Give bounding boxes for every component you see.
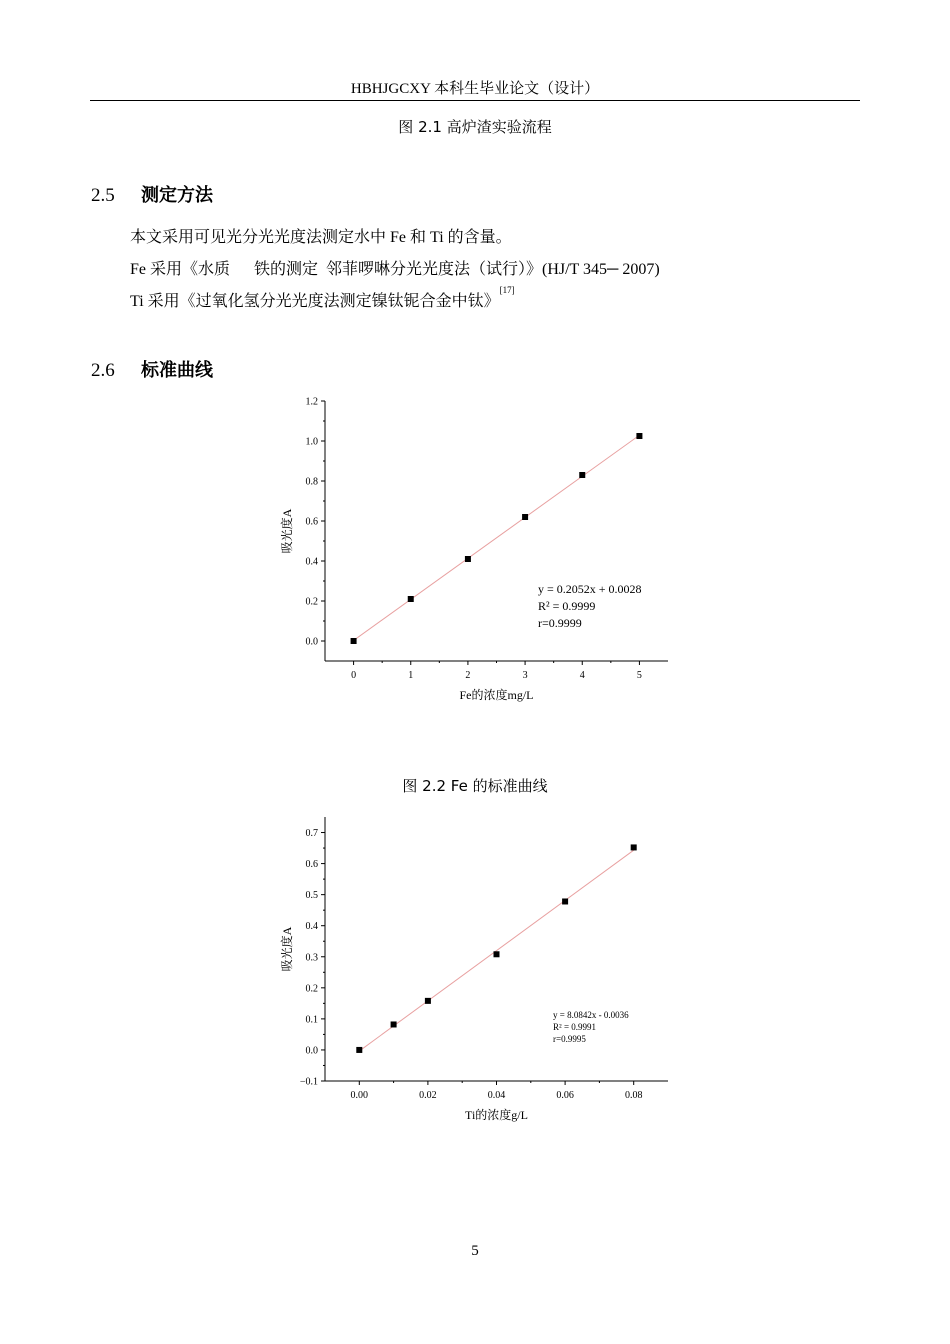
data-point	[356, 1047, 362, 1053]
paragraph-line: 本文采用可见光分光光度法测定水中 Fe 和 Ti 的含量。	[130, 229, 512, 246]
running-header: HBHJGCXY 本科生毕业论文（设计）	[350, 81, 600, 97]
figure-2-2-caption: 图 2.2 Fe 的标准曲线	[402, 777, 548, 795]
y-axis-label: 吸光度A	[280, 508, 294, 554]
regression-annotation: R² = 0.9999	[538, 599, 596, 613]
x-tick-label: 4	[579, 670, 585, 681]
data-point	[636, 433, 642, 439]
y-tick-label: −0.1	[299, 1076, 318, 1088]
y-tick-label: 0.7	[305, 828, 318, 840]
y-tick-label: 0.5	[305, 890, 318, 902]
regression-annotation: r=0.9999	[538, 616, 582, 630]
data-point	[562, 898, 568, 904]
data-point	[351, 638, 357, 644]
section-title: 标准曲线	[141, 360, 213, 381]
x-tick-label: 2	[465, 670, 471, 681]
x-tick-label: 0.00	[350, 1090, 369, 1101]
x-tick-label: 0.06	[556, 1090, 574, 1101]
y-tick-label: 0.8	[305, 476, 318, 488]
paragraph-line	[130, 285, 515, 311]
data-point	[465, 556, 471, 562]
regression-annotation: r=0.9995	[553, 1034, 586, 1044]
section-number: 2.6	[91, 360, 115, 381]
regression-annotation: y = 0.2052x + 0.0028	[538, 582, 642, 596]
header-rule	[90, 100, 860, 101]
data-point	[391, 1021, 397, 1027]
data-point	[522, 514, 528, 520]
fit-line	[359, 850, 633, 1051]
ti-standard-curve-chart	[270, 805, 690, 1140]
y-tick-label: 0.1	[305, 1014, 318, 1026]
page-number: 5	[471, 1243, 479, 1259]
x-tick-label: 0.08	[624, 1090, 643, 1101]
x-tick-label: 3	[522, 670, 528, 681]
y-tick-label: 0.4	[305, 921, 318, 933]
y-tick-label: 1.2	[305, 396, 318, 408]
figure-2-1-caption: 图 2.1 高炉渣实验流程	[398, 118, 552, 136]
section-number: 2.5	[91, 185, 115, 206]
y-tick-label: 0.0	[305, 636, 318, 648]
y-tick-label: 1.0	[305, 436, 318, 448]
y-tick-label: 0.2	[305, 596, 318, 608]
x-axis-label: Ti的浓度g/L	[465, 1108, 528, 1122]
y-tick-label: 0.6	[305, 516, 318, 528]
section-title: 测定方法	[141, 185, 213, 206]
x-tick-label: 1	[408, 670, 414, 681]
y-tick-label: 0.4	[305, 556, 318, 568]
paragraph-line: Fe 采用《水质 铁的测定 邻菲啰啉分光光度法（试行）》(HJ/T 345─ 2007)	[130, 261, 660, 278]
y-tick-label: 0.0	[305, 1045, 318, 1057]
regression-annotation: y = 8.0842x - 0.0036	[553, 1010, 629, 1020]
data-point	[425, 998, 431, 1004]
regression-annotation: R² = 0.9991	[553, 1022, 597, 1032]
y-axis-label: 吸光度A	[280, 926, 294, 972]
data-point	[408, 596, 414, 602]
fit-line	[354, 435, 640, 640]
citation-ref: [17]	[499, 285, 515, 295]
data-point	[631, 844, 637, 850]
y-tick-label: 0.6	[305, 859, 318, 871]
data-point	[494, 951, 500, 957]
section-2-5-heading	[91, 181, 213, 207]
x-tick-label: 5	[636, 670, 642, 681]
x-axis-label: Fe的浓度mg/L	[459, 688, 534, 702]
x-tick-label: 0	[351, 670, 357, 681]
data-point	[579, 472, 585, 478]
x-tick-label: 0.04	[487, 1090, 506, 1101]
x-tick-label: 0.02	[419, 1090, 437, 1101]
section-2-6-heading	[91, 356, 213, 382]
y-tick-label: 0.3	[305, 952, 318, 964]
fe-standard-curve-chart	[270, 385, 690, 720]
y-tick-label: 0.2	[305, 983, 318, 995]
paragraph-text: Ti 采用《过氧化氢分光光度法测定镍钛铌合金中钛》	[130, 293, 500, 310]
